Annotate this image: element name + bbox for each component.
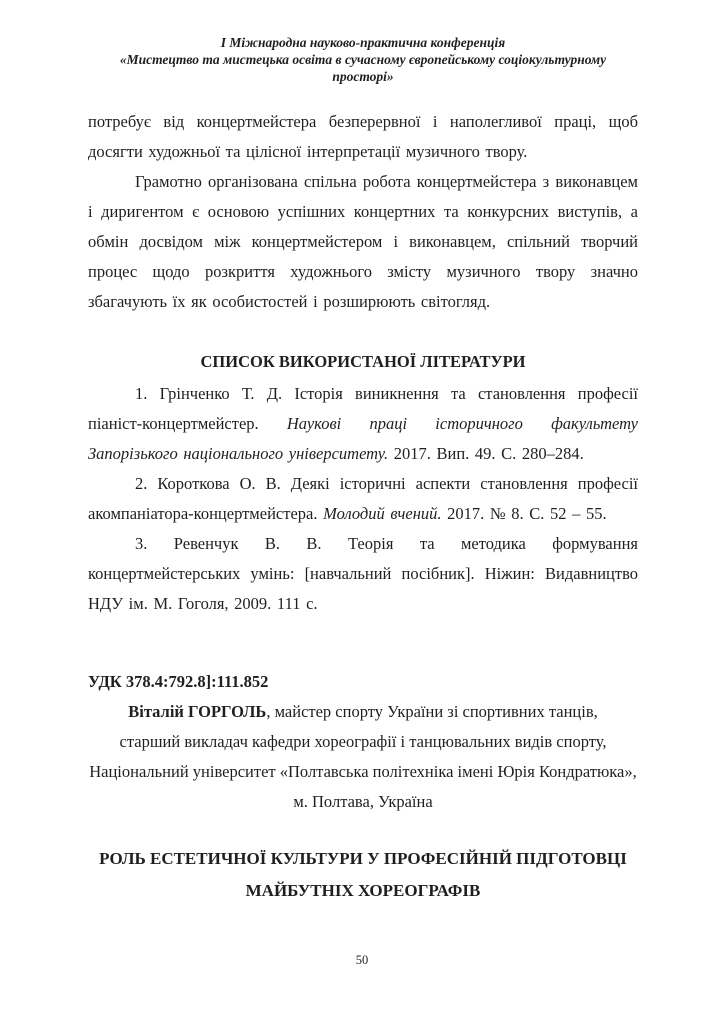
udc-code: УДК 378.4:792.8]:111.852 — [88, 672, 269, 691]
reference-source: Наукові праці історичного факультету Запорізького національного університету. — [88, 414, 638, 463]
running-header — [88, 34, 638, 85]
reference-text: 2. Короткова О. В. Деякі історичні аспекти становлення професії акомпаніатора-концертмейстера. — [88, 474, 638, 523]
conference-name: І Міжнародна науково-практична конференція — [220, 35, 506, 50]
paragraph-continuation: потребує від концертмейстера безперервної і наполегливої праці, щоб досягти художньої та цілісної інтерпретації музичного твору. — [88, 112, 638, 161]
reference-text: 1. Грінченко Т. Д. Історія виникнення та становлення професії піаніст-концертмейстер. — [88, 384, 638, 433]
conference-subtitle: «Мистецтво та мистецька освіта в сучасному європейському соціокультурному просторі» — [119, 52, 607, 84]
author-role: , майстер спорту України зі спортивних танців, — [266, 702, 598, 721]
article-title: РОЛЬ ЕСТЕТИЧНОЇ КУЛЬТУРИ У ПРОФЕСІЙНІЙ ПІДГОТОВЦІ МАЙБУТНІХ ХОРЕОГРАФІВ — [99, 849, 627, 900]
reference-item — [88, 529, 638, 619]
page-footer — [0, 953, 724, 968]
reference-details: 2017. Вип. 49. С. 280–284. — [388, 444, 584, 463]
page-number: 50 — [355, 953, 369, 967]
affiliation-line: старший викладач кафедри хореографії і танцювальних видів спорту, — [119, 732, 607, 751]
reference-item — [88, 469, 638, 529]
reference-details: 2017. № 8. С. 52 – 55. — [441, 504, 607, 523]
reference-item — [88, 379, 638, 469]
author-line — [88, 697, 638, 727]
reference-source: Молодий вчений. — [323, 504, 442, 523]
references-heading: СПИСОК ВИКОРИСТАНОЇ ЛІТЕРАТУРИ — [200, 352, 526, 371]
reference-text: 3. Ревенчук В. В. Теорія та методика формування концертмейстерських умінь: [навчальний посібник]. Ніжин: Видавництво НДУ ім. М. Гоголя, 2009. 111 с. — [88, 534, 638, 613]
page-content — [88, 107, 638, 907]
paragraph: Грамотно організована спільна робота концертмейстера з виконавцем і диригентом є основою успішних концертних та конкурсних виступів, а обмін досвідом між концертмейстером і виконавцем, спільний творчий процес щодо розкриття художнього змісту музичного твору значно збагачують їх як особистостей і розширюють світогляд. — [88, 172, 638, 311]
affiliation-line: м. Полтава, Україна — [293, 792, 433, 811]
affiliation-line: Національний університет «Полтавська політехніка імені Юрія Кондратюка», — [89, 762, 637, 781]
author-name: Віталій ГОРГОЛЬ — [128, 702, 267, 721]
